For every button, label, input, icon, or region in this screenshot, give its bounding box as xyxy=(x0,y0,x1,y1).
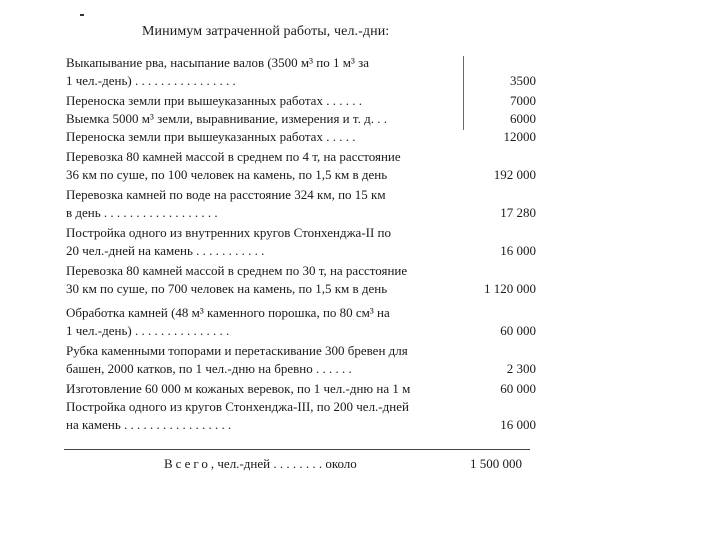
row-9-line-2: 1 чел.-день) . . . . . . . . . . . . . . . xyxy=(66,323,230,338)
row-2-line-1: Переноска земли при вышеуказанных работах . . . . . . xyxy=(66,93,362,108)
row-5-value: 192 000 xyxy=(493,167,536,182)
row-8-value: 1 120 000 xyxy=(484,281,536,296)
row-6-value: 17 280 xyxy=(500,205,536,220)
row-3-line-1: Выемка 5000 м³ земли, выравнивание, измерения и т. д. . . xyxy=(66,111,387,126)
total-value: 1 500 000 xyxy=(470,456,522,471)
row-11-line-1: Изготовление 60 000 м кожаных веревок, по 1 чел.-дню на 1 м xyxy=(66,381,411,396)
row-6-line-2: в день . . . . . . . . . . . . . . . . . . xyxy=(66,205,218,220)
row-3-value: 6000 xyxy=(510,111,536,126)
total-label-rest: , чел.-дней . . . . . . . . около xyxy=(210,456,357,471)
row-12-value: 16 000 xyxy=(500,417,536,432)
row-7-value: 16 000 xyxy=(500,243,536,258)
row-1-value: 3500 xyxy=(510,73,536,88)
row-2-value: 7000 xyxy=(510,93,536,108)
row-4-value: 12000 xyxy=(503,129,536,144)
row-12-line-2: на камень . . . . . . . . . . . . . . . . . xyxy=(66,417,232,432)
total-rule xyxy=(64,449,530,450)
row-6-line-1: Перевозка камней по воде на расстояние 324 км, по 15 км xyxy=(66,187,386,202)
row-4-line-1: Переноска земли при вышеуказанных работах . . . . . xyxy=(66,129,356,144)
row-5-line-2: 36 км по суше, по 100 человек на камень, по 1,5 км в день xyxy=(66,167,388,182)
row-9-value: 60 000 xyxy=(500,323,536,338)
row-1-line-1: Выкапывание рва, насыпание валов (3500 м³ по 1 м³ за xyxy=(66,55,370,70)
row-7-line-2: 20 чел.-дней на камень . . . . . . . . . . . xyxy=(66,243,265,258)
row-12-line-1: Постройка одного из кругов Стонхенджа-III, по 200 чел.-дней xyxy=(66,399,409,414)
row-10-value: 2 300 xyxy=(506,361,536,376)
row-9-line-1: Обработка камней (48 м³ каменного порошка, по 80 см³ на xyxy=(66,305,390,320)
row-7-line-1: Постройка одного из внутренних кругов Стонхенджа-II по xyxy=(66,225,392,240)
row-1-line-2: 1 чел.-день) . . . . . . . . . . . . . . . . xyxy=(66,73,236,88)
table-heading: Минимум затраченной работы, чел.-дни: xyxy=(142,24,390,39)
total-label-word: Всего xyxy=(164,456,211,471)
row-8-line-2: 30 км по суше, по 700 человек на камень, по 1,5 км в день xyxy=(66,281,388,296)
row-10-line-1: Рубка каменными топорами и перетаскивание 300 бревен для xyxy=(66,343,408,358)
total-label xyxy=(164,456,357,472)
row-11-value: 60 000 xyxy=(500,381,536,396)
row-10-line-2: башен, 2000 катков, по 1 чел.-дню на бревно . . . . . . xyxy=(66,361,352,376)
row-8-line-1: Перевозка 80 камней массой в среднем по 30 т, на расстояние xyxy=(66,263,408,278)
row-5-line-1: Перевозка 80 камней массой в среднем по 4 т, на расстояние xyxy=(66,149,401,164)
scan-mark xyxy=(80,14,84,16)
